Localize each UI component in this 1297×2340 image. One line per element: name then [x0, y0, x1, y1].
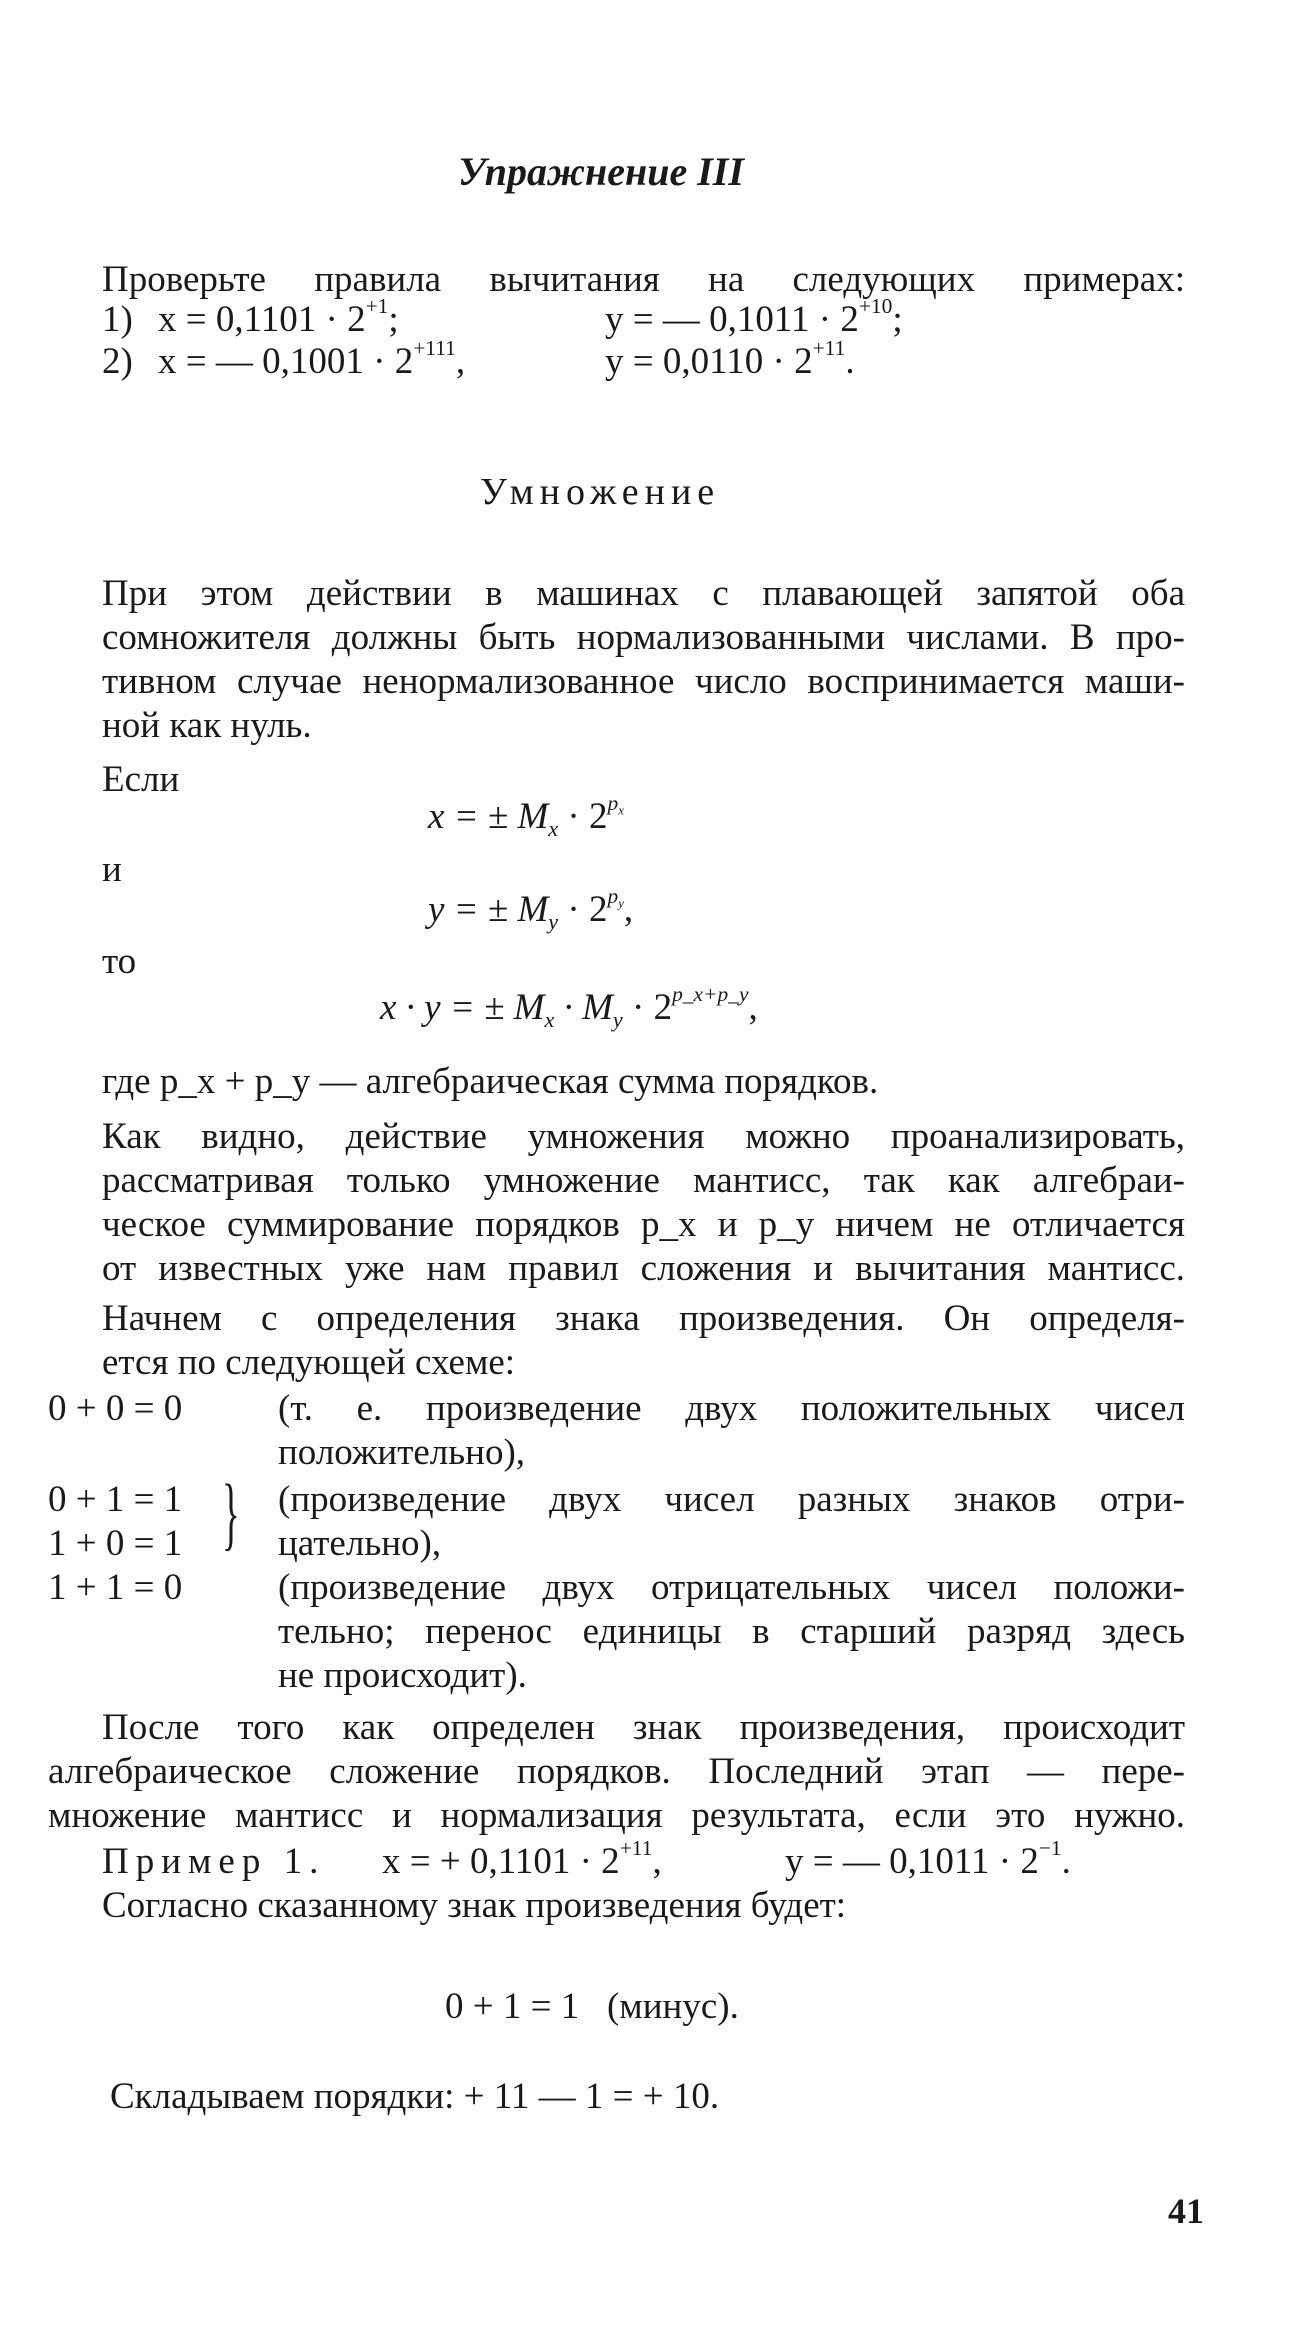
exercise-1-x: $x = 0,1101 \cdot 2^{+1}$;	[158, 293, 399, 340]
sign-rule-eq-4: 1 + 1 = 0	[48, 1567, 183, 1608]
example-label: Пример 1.	[102, 1841, 326, 1882]
formula-y: y = ± $M_y \cdot 2^{p_y}$,	[428, 883, 634, 934]
sign-rule-text-2: (произведение двух чисел разных знаков отри-	[278, 1479, 1185, 1520]
orders-sum: Складываем порядки: + 11 — 1 = + 10.	[110, 2076, 720, 2117]
exercise-2-number: 2)	[102, 341, 133, 382]
para1-line3: тивном случае ненормализованное число воспринимается маши-	[102, 661, 1185, 702]
sign-rule-eq-2: 0 + 1 = 1	[48, 1479, 183, 1520]
sign-rule-text-1a: (т. е. произведение двух положительных чисел	[278, 1388, 1185, 1429]
and-word: и	[102, 849, 122, 890]
sign-sentence: Согласно сказанному знак произведения будет:	[102, 1885, 847, 1926]
para4-line2: алгебраическое сложение порядков. Последний этап — пере-	[48, 1751, 1185, 1792]
where-line: где p_x + p_y — алгебраическая сумма порядков.	[102, 1061, 879, 1102]
exercise-intro: Проверьте правила вычитания на следующих примерах:	[102, 259, 1185, 300]
para2-line4: от известных уже нам правил сложения и вычитания мантисс.	[102, 1248, 1185, 1289]
exercise-1-number: 1)	[102, 299, 133, 340]
para2-line3: ческое суммирование порядков p_x и p_y ничем не отличается	[102, 1204, 1185, 1245]
para1-line4: ной как нуль.	[102, 705, 312, 746]
page-number: 41	[1168, 2191, 1204, 2231]
sign-rule-eq-3: 1 + 0 = 1	[48, 1523, 183, 1564]
exercise-2-y: $y = 0,0110 \cdot 2^{+11}$.	[605, 335, 855, 382]
sign-result: 0 + 1 = 1 (минус).	[445, 1986, 739, 2027]
formula-xy: x · y = ± $M_x \cdot M_y \cdot 2^{p\_x+p\_y}$,	[380, 981, 758, 1032]
para3-line2: ется по следующей схеме:	[102, 1342, 516, 1383]
if-word: Если	[102, 759, 180, 800]
para3-line1: Начнем с определения знака произведения. Он определя-	[102, 1298, 1185, 1339]
para2-line2: рассматривая только умножение мантисс, так как алгебраи-	[102, 1160, 1185, 1201]
example-x: x = + $0,1101 \cdot 2^{+11}$,	[382, 1835, 662, 1882]
section-title: Умножение	[480, 471, 721, 513]
para1-line1: При этом действии в машинах с плавающей запятой оба	[102, 573, 1185, 614]
curly-brace-icon: }	[222, 1467, 240, 1558]
exercise-1-y: y = — $0,1011 \cdot 2^{+10}$;	[605, 293, 903, 340]
exercise-2-x: x = — $0,1001 \cdot 2^{+111}$,	[158, 335, 466, 382]
formula-x: x = ± $M_x \cdot 2^{p_x}$	[428, 790, 624, 841]
para2-line1: Как видно, действие умножения можно проанализировать,	[102, 1116, 1185, 1157]
para4-line3: множение мантисс и нормализация результата, если это нужно.	[48, 1795, 1185, 1836]
exercise-title: Упражнение III	[458, 149, 744, 194]
sign-rule-text-3: цательно),	[278, 1523, 442, 1564]
then-word: то	[102, 941, 137, 982]
sign-rule-text-4b: тельно; перенос единицы в старший разряд здесь	[278, 1611, 1185, 1652]
para1-line2: сомножителя должны быть нормализованными числами. В про-	[102, 617, 1185, 658]
example-y: y = — $0,1011 \cdot 2^{-1}$.	[785, 1835, 1071, 1882]
sign-rule-text-1b: положительно),	[278, 1432, 526, 1473]
sign-rule-text-4c: не происходит).	[278, 1655, 527, 1696]
para4-line1: После того как определен знак произведения, происходит	[102, 1707, 1185, 1748]
sign-rule-eq-1: 0 + 0 = 0	[48, 1388, 183, 1429]
sign-rule-text-4a: (произведение двух отрицательных чисел положи-	[278, 1567, 1185, 1608]
